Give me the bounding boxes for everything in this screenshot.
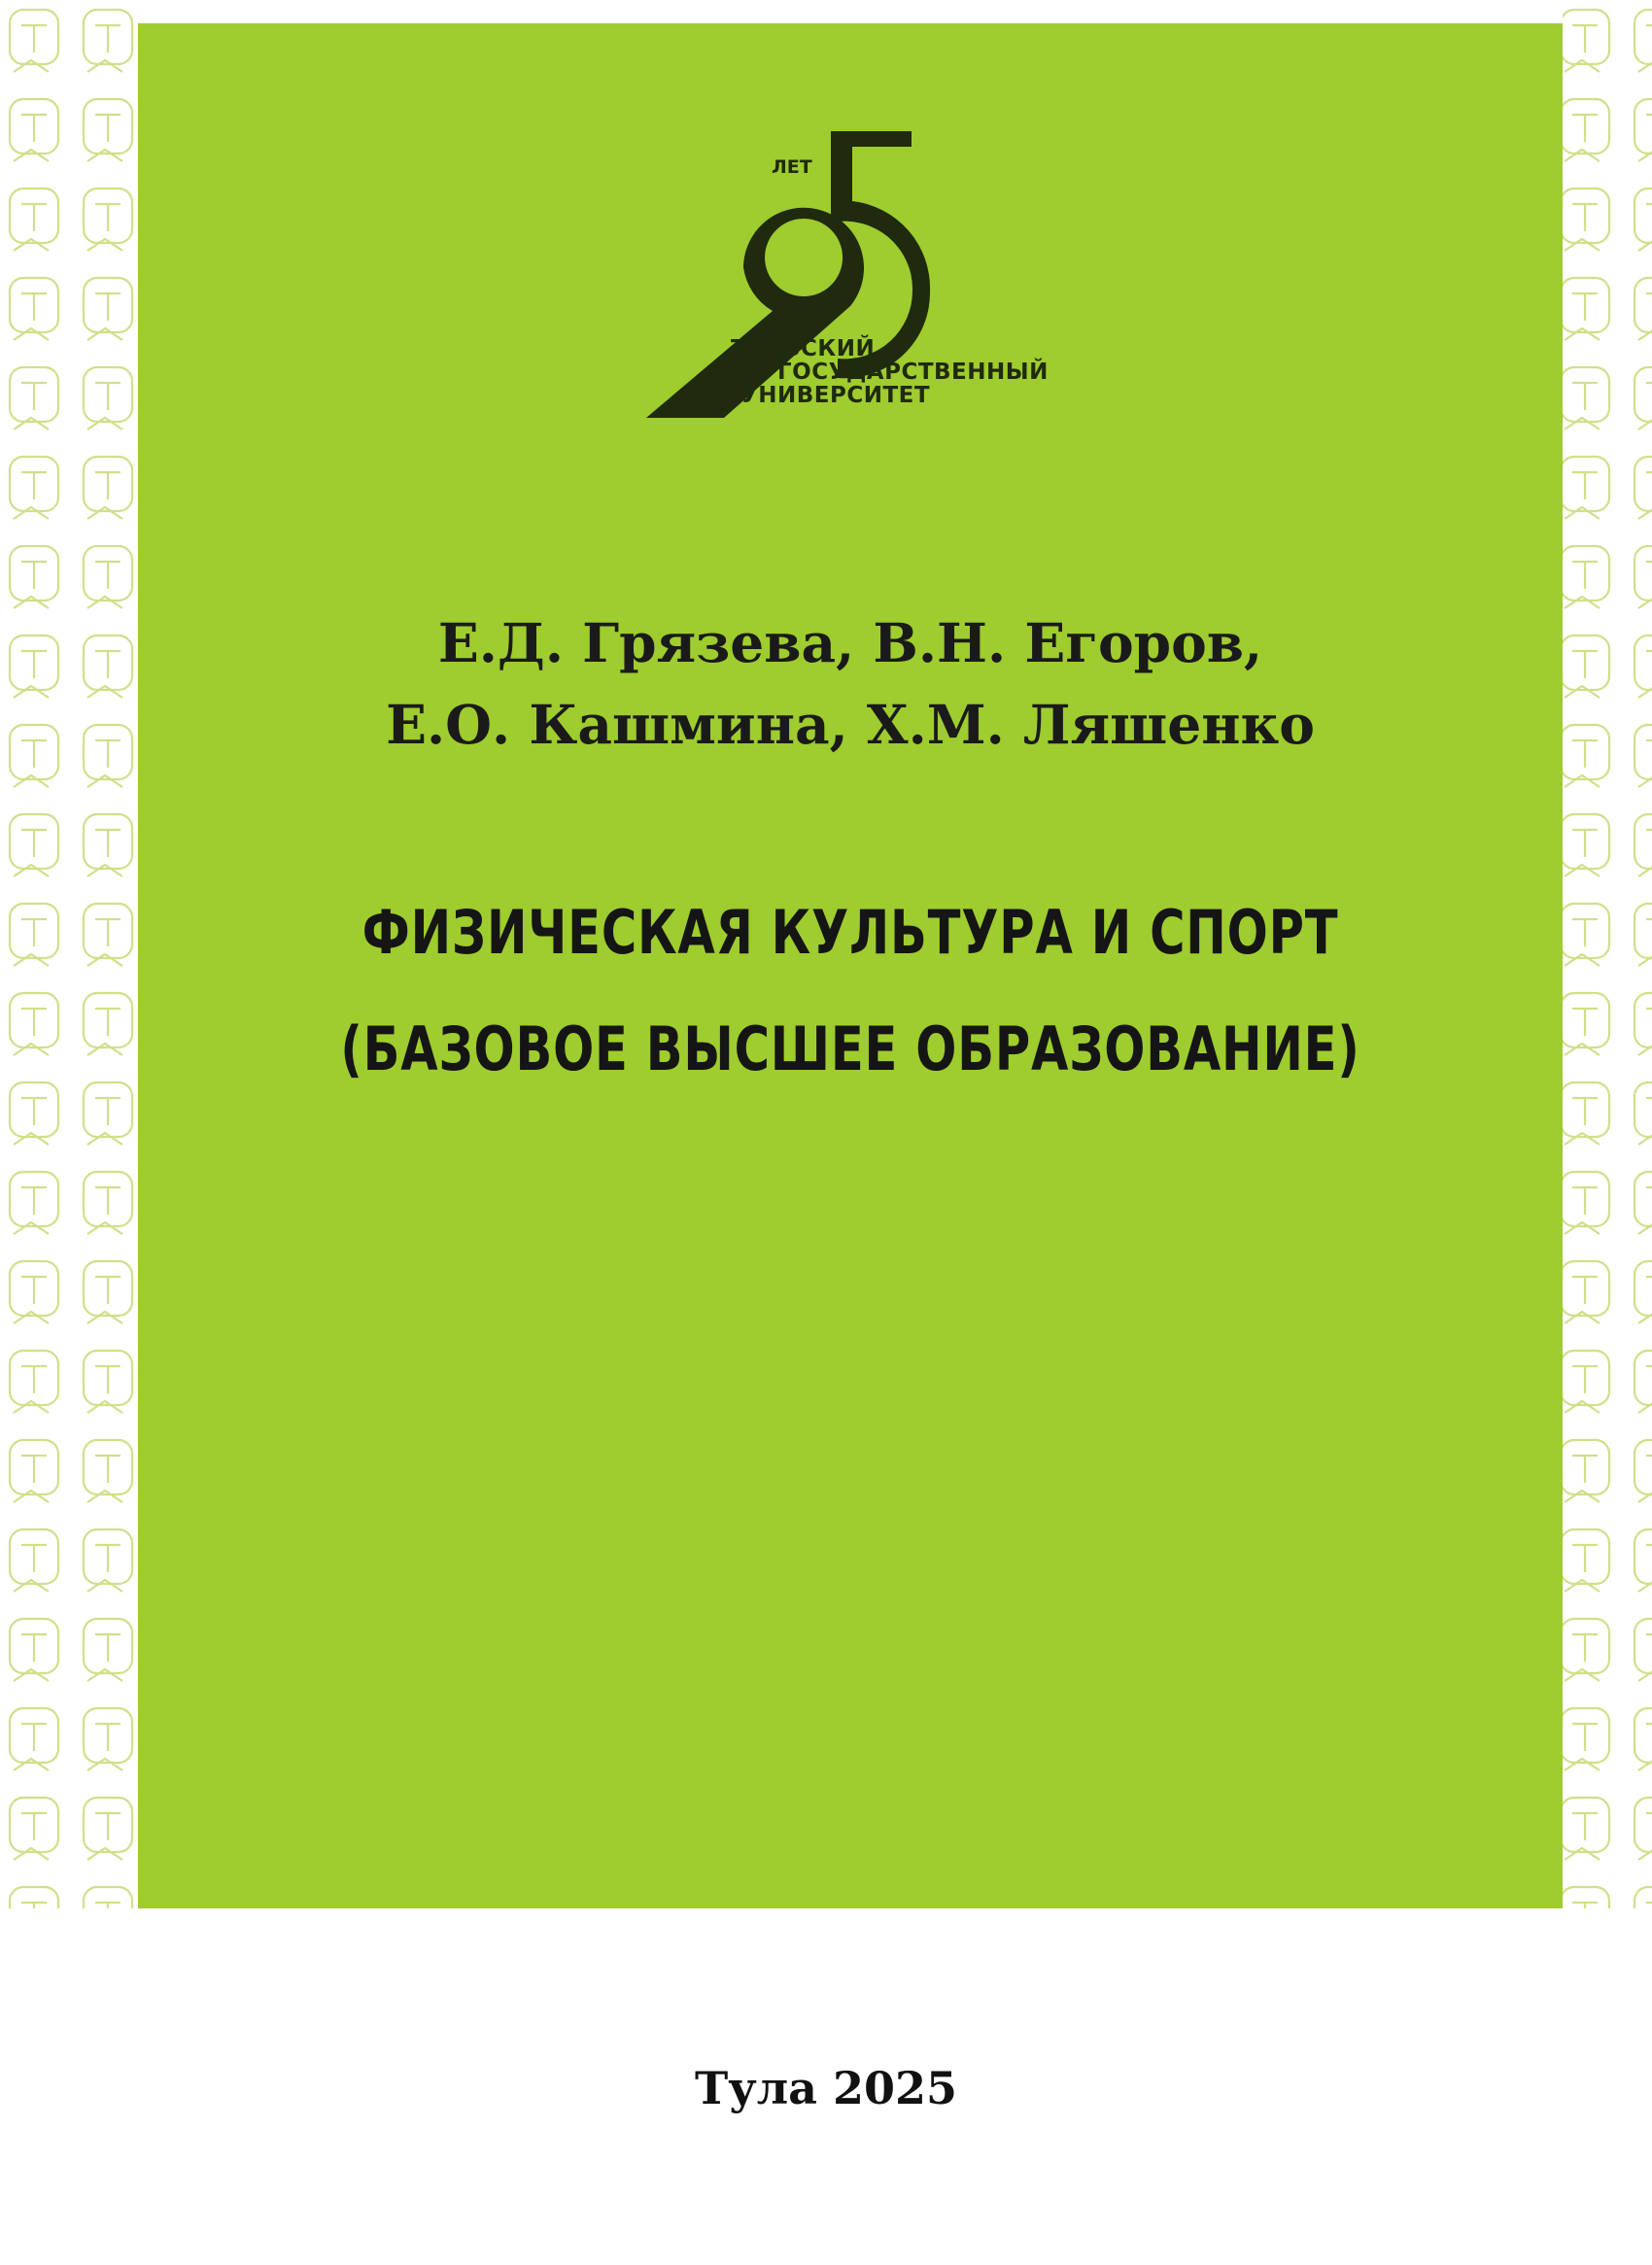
book-title bbox=[281, 875, 1421, 1108]
publication-place-year: Тула 2025 bbox=[695, 2062, 957, 2114]
authors bbox=[138, 602, 1563, 766]
university-name-line-3: УНИВЕРСИТЕТ bbox=[740, 383, 931, 408]
university-name-line-2: ГОСУДАРСТВЕННЫЙ bbox=[777, 360, 1049, 385]
anniversary-suffix: ЛЕТ bbox=[772, 156, 812, 178]
university-name bbox=[731, 337, 1049, 407]
authors-line-2: Е.О. Кашмина, Х.М. Ляшенко bbox=[386, 693, 1315, 756]
book-title-line-2: (БАЗОВОЕ ВЫСШЕЕ ОБРАЗОВАНИЕ) bbox=[340, 1013, 1360, 1084]
book-title-line-1: ФИЗИЧЕСКАЯ КУЛЬТУРА И СПОРТ bbox=[361, 897, 1339, 968]
university-name-line-1: ТУЛЬСКИЙ bbox=[731, 336, 876, 361]
authors-line-1: Е.Д. Грязева, В.Н. Егоров, bbox=[437, 611, 1263, 674]
